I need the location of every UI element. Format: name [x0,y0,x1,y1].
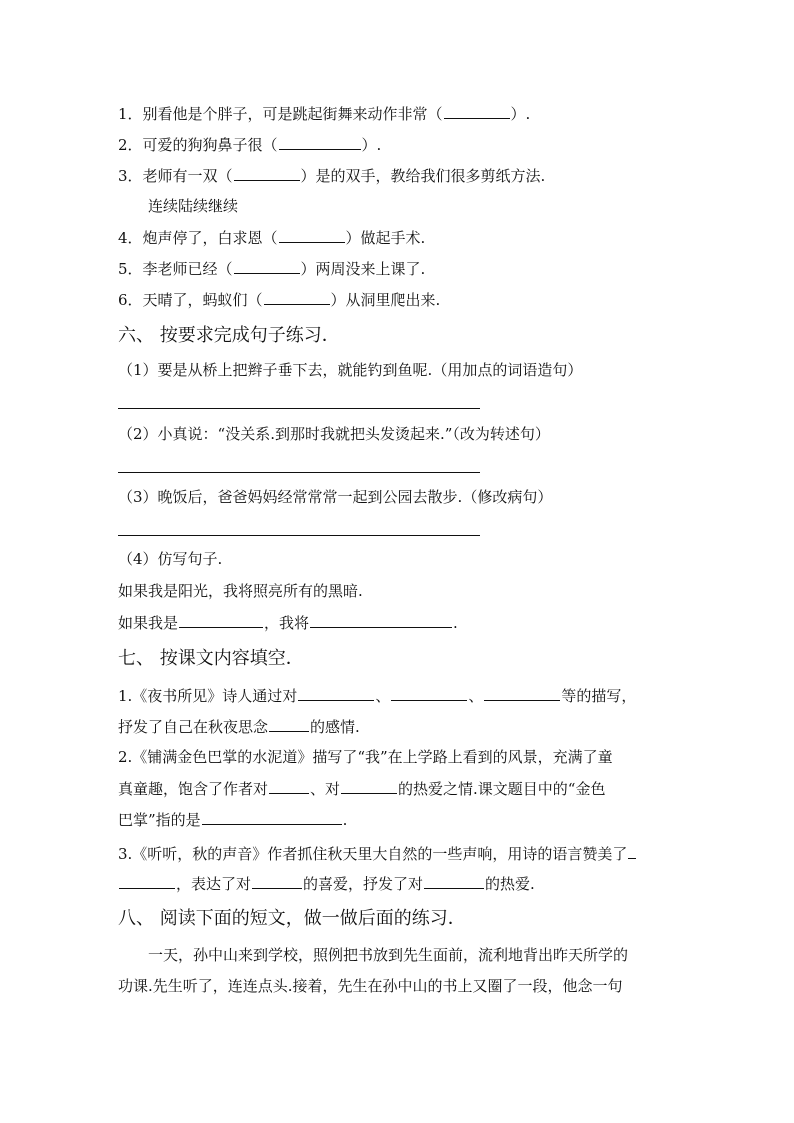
fill-blank[interactable] [391,685,467,701]
fill-item-6: 6．天晴了，蚂蚁们（ ）从洞里爬出来. [118,291,441,309]
fill-blank[interactable] [234,165,300,181]
fill-blank[interactable] [202,809,342,825]
answer-line[interactable] [118,408,480,409]
fill-blank[interactable] [269,778,309,794]
section-7-q2-line3: 巴掌”指的是 . [118,811,348,829]
fill-item-4: 4．炮声停了，白求恩（ ）做起手术. [118,229,426,247]
fill-blank[interactable] [179,612,263,628]
fill-blank[interactable] [252,873,302,889]
fill-blank[interactable] [341,778,397,794]
section-6-q3: （3）晚饭后，爸爸妈妈经常常常一起到公园去散步.（修改病句） [118,488,553,506]
fill-item-5: 5．李老师已经（ ）两周没来上课了. [118,260,426,278]
fill-blank[interactable] [119,873,175,889]
answer-line[interactable] [118,472,480,473]
fill-item-3: 3．老师有一双（ ）是的双手，教给我们很多剪纸方法. [118,167,546,185]
fill-blank[interactable] [298,685,374,701]
section-7-q1-line2: 抒发了自己在秋夜思念 的感情. [118,718,360,736]
fill-blank[interactable] [444,103,510,119]
section-7-title: 七、 按课文内容填空． [118,648,304,669]
section-6-title: 六、 按要求完成句子练习． [118,325,340,346]
section-7-q2-line2: 真童趣，饱含了作者对 、对 的热爱之情.课文题目中的“金色 [118,780,606,798]
section-6-q1: （1）要是从桥上把辫子垂下去，就能钓到鱼呢.（用加点的词语造句） [118,361,583,379]
fill-item-1: 1．别看他是个胖子，可是跳起街舞来动作非常（ ）. [118,105,531,123]
fill-item-4-text: 4．炮声停了，白求恩（ [118,229,278,247]
passage-line-1: 一天，孙中山来到学校，照例把书放到先生面前，流利地背出昨天所学的 [148,946,629,964]
fill-blank[interactable] [279,134,361,150]
imitate-sentence: 如果我是 ，我将 . [118,614,458,632]
fill-blank[interactable] [269,716,309,732]
answer-line[interactable] [118,535,480,536]
fill-blank[interactable] [424,873,484,889]
fill-item-2-text: 2．可爱的狗狗鼻子很（ [118,136,278,154]
fill-item-2: 2．可爱的狗狗鼻子很（ ）. [118,136,382,154]
fill-blank[interactable] [310,612,452,628]
fill-item-3-text: 3．老师有一双（ [118,167,233,185]
passage-line-2: 功课.先生听了，连连点头.接着，先生在孙中山的书上又圈了一段，他念一句 [118,977,623,995]
section-6-q4: （4）仿写句子. [118,550,223,568]
fill-blank[interactable] [628,843,636,859]
fill-blank[interactable] [484,685,560,701]
fill-item-1-text: 1．别看他是个胖子，可是跳起街舞来动作非常（ [118,105,443,123]
fill-blank[interactable] [279,227,345,243]
fill-blank[interactable] [234,258,300,274]
fill-item-5-text: 5．李老师已经（ [118,260,233,278]
section-8-title: 八、 阅读下面的短文，做一做后面的练习． [118,908,466,929]
section-7-q3-line2: ，表达了对 的喜爱，抒发了对 的热爱. [118,873,535,894]
fill-item-6-text: 6．天晴了，蚂蚁们（ [118,291,263,309]
section-7-q3-line1: 3.《听听，秋的声音》作者抓住秋天里大自然的一些声响，用诗的语言赞美了 [118,843,637,864]
section-6-q2: （2）小真说：“没关系.到那时我就把头发烫起来.”（改为转述句） [118,425,550,443]
model-sentence: 如果我是阳光，我将照亮所有的黑暗. [118,582,363,600]
section-7-q1-line1: 1.《夜书所见》诗人通过对 、 、 等的描写， [118,687,637,705]
fill-blank[interactable] [264,289,330,305]
section-7-q2-line1: 2.《铺满金色巴掌的水泥道》描写了“我”在上学路上看到的风景，充满了童 [118,748,613,766]
word-bank: 连续陆续继续 [148,197,239,215]
